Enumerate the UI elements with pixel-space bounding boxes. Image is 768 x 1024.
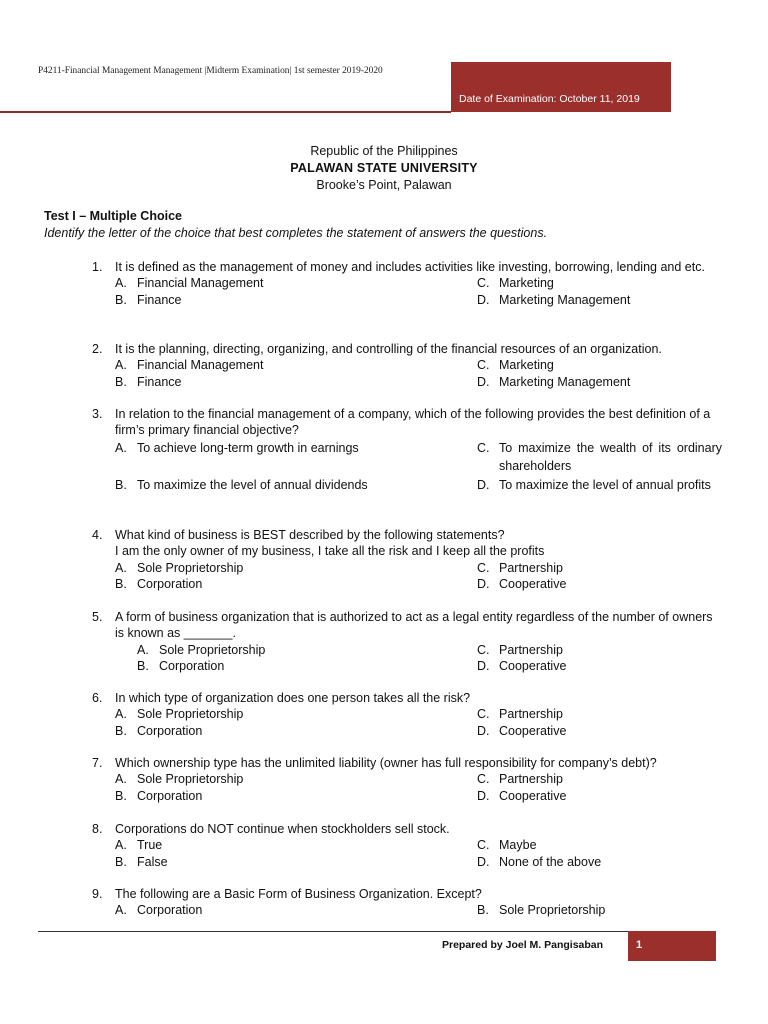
- options: [115, 902, 722, 918]
- option-letter: B.: [477, 903, 489, 918]
- options: [115, 357, 722, 390]
- option-text: Cooperative: [499, 788, 567, 803]
- prepared-by: Prepared by Joel M. Pangisaban: [442, 939, 604, 951]
- page-number: 1: [636, 939, 643, 951]
- course-header: P4211-Financial Management Management |Midterm Examination| 1st semester 2019-2020: [38, 66, 383, 76]
- option-letter: A.: [115, 560, 127, 575]
- option-letter: A.: [115, 358, 127, 373]
- option-letter: B.: [115, 477, 127, 492]
- option: [477, 476, 722, 495]
- question-9: [92, 886, 722, 919]
- question-4: [92, 527, 722, 592]
- question-text: In relation to the financial management of a company, which of the following provides the best definition of a firm’s primary financial objective?: [115, 407, 711, 438]
- option-letter: D.: [477, 788, 490, 803]
- test-instructions: Identify the letter of the choice that best completes the statement of answers the questions.: [44, 226, 548, 240]
- option-letter: B.: [115, 576, 127, 591]
- option-letter: C.: [477, 772, 490, 787]
- option-text: Corporation: [159, 658, 225, 673]
- options: [115, 275, 722, 308]
- option: [115, 576, 477, 592]
- option: [137, 658, 477, 674]
- option: [477, 292, 722, 308]
- option-letter: A.: [115, 440, 127, 455]
- option-letter: C.: [477, 560, 490, 575]
- option-letter: A.: [115, 276, 127, 291]
- question-number: 4.: [92, 528, 103, 542]
- option-text: Cooperative: [499, 723, 567, 738]
- question-2: [92, 341, 722, 390]
- option: [477, 275, 722, 291]
- question-7: [92, 755, 722, 804]
- header-rule: [0, 111, 451, 113]
- option-text: Corporation: [137, 723, 203, 738]
- option-letter: B.: [115, 788, 127, 803]
- question-number: 6.: [92, 691, 103, 705]
- options: [115, 560, 722, 593]
- option-letter: C.: [477, 276, 490, 291]
- option-text: Corporation: [137, 576, 203, 591]
- option: [115, 357, 477, 373]
- question-text: What kind of business is BEST described by the following statements?: [115, 528, 505, 542]
- option-text: Sole Proprietorship: [499, 903, 606, 918]
- option-text: Finance: [137, 374, 182, 389]
- option: [477, 837, 722, 853]
- option-letter: D.: [477, 576, 490, 591]
- options: [137, 642, 722, 675]
- question-number: 1.: [92, 260, 103, 274]
- option: [115, 706, 477, 722]
- option-letter: D.: [477, 477, 490, 492]
- option: [477, 788, 722, 804]
- question-text: It is defined as the management of money and includes activities like investing, borrowing, lending and etc.: [115, 260, 705, 274]
- option-text: Cooperative: [499, 576, 567, 591]
- question-5: [92, 609, 722, 674]
- exam-date: Date of Examination: October 11, 2019: [459, 93, 640, 105]
- option: [477, 723, 722, 739]
- option-text: Finance: [137, 292, 182, 307]
- option: [115, 723, 477, 739]
- option: [115, 560, 477, 576]
- options: [115, 706, 722, 739]
- option-letter: D.: [477, 374, 490, 389]
- option: [477, 771, 722, 787]
- option-letter: D.: [477, 658, 490, 673]
- option-letter: A.: [137, 642, 149, 657]
- option: [477, 374, 722, 390]
- option: [115, 292, 477, 308]
- option-text: Partnership: [499, 642, 563, 657]
- test-title: Test I – Multiple Choice: [44, 209, 182, 223]
- option-letter: C.: [477, 707, 490, 722]
- option: [477, 576, 722, 592]
- option-text: Marketing: [499, 276, 554, 291]
- option-text: Cooperative: [499, 658, 567, 673]
- option-text: Corporation: [137, 788, 203, 803]
- option-text: Marketing: [499, 358, 554, 373]
- option-text: Sole Proprietorship: [159, 642, 266, 657]
- option-letter: B.: [115, 854, 127, 869]
- option-text: False: [137, 854, 168, 869]
- option-text: Financial Management: [137, 358, 264, 373]
- question-8: [92, 821, 722, 870]
- option-text: Maybe: [499, 838, 537, 853]
- option-letter: B.: [137, 658, 149, 673]
- question-text: Which ownership type has the unlimited liability (owner has full responsibility for company’s debt)?: [115, 756, 657, 770]
- option-text: Financial Management: [137, 276, 264, 291]
- option-letter: D.: [477, 292, 490, 307]
- option: [115, 439, 477, 476]
- option: [115, 771, 477, 787]
- option: [115, 854, 477, 870]
- footer-rule: [38, 931, 628, 932]
- date-banner: [451, 62, 671, 112]
- university-location: Brooke’s Point, Palawan: [316, 178, 452, 192]
- option: [477, 658, 722, 674]
- options: [115, 771, 722, 804]
- option-text: Partnership: [499, 560, 563, 575]
- question-text: In which type of organization does one person takes all the risk?: [115, 691, 471, 705]
- option-letter: B.: [115, 723, 127, 738]
- question-number: 5.: [92, 610, 103, 624]
- option-text: Sole Proprietorship: [137, 707, 244, 722]
- option-text: Partnership: [499, 707, 563, 722]
- question-6: [92, 690, 722, 739]
- option-text: Corporation: [137, 903, 203, 918]
- option-text: To maximize the wealth of its ordinary shareholders: [499, 440, 722, 474]
- option-letter: C.: [477, 838, 490, 853]
- option: [477, 902, 722, 918]
- question-number: 7.: [92, 756, 103, 770]
- option-letter: A.: [115, 838, 127, 853]
- option-text: None of the above: [499, 854, 602, 869]
- option-text: To maximize the level of annual dividends: [137, 477, 368, 492]
- option: [115, 476, 477, 495]
- option-text: Marketing Management: [499, 292, 631, 307]
- option: [477, 560, 722, 576]
- option: [477, 357, 722, 373]
- option: [477, 706, 722, 722]
- option-letter: D.: [477, 854, 490, 869]
- option: [115, 374, 477, 390]
- option-letter: A.: [115, 903, 127, 918]
- option-text: Sole Proprietorship: [137, 772, 244, 787]
- question-text: Corporations do NOT continue when stockholders sell stock.: [115, 822, 450, 836]
- option-letter: C.: [477, 642, 490, 657]
- option: [477, 439, 722, 476]
- option: [477, 854, 722, 870]
- option-text: Sole Proprietorship: [137, 560, 244, 575]
- option-letter: A.: [115, 707, 127, 722]
- option-letter: C.: [477, 440, 490, 455]
- question-text: A form of business organization that is authorized to act as a legal entity regardless of the number of owners is known as _______.: [115, 610, 713, 641]
- question-number: 3.: [92, 407, 103, 421]
- option-text: Marketing Management: [499, 374, 631, 389]
- option-letter: C.: [477, 358, 490, 373]
- option-text: Partnership: [499, 772, 563, 787]
- question-number: 9.: [92, 887, 103, 901]
- option-text: True: [137, 838, 163, 853]
- options: [115, 439, 722, 495]
- question-text: It is the planning, directing, organizing, and controlling of the financial resources of an organization.: [115, 342, 662, 356]
- option-letter: B.: [115, 374, 127, 389]
- option: [115, 275, 477, 291]
- question-statement: I am the only owner of my business, I take all the risk and I keep all the profits: [115, 544, 545, 559]
- university-name: PALAWAN STATE UNIVERSITY: [290, 161, 478, 175]
- options: [115, 837, 722, 870]
- option-letter: B.: [115, 292, 127, 307]
- option: [137, 642, 477, 658]
- question-3: [92, 406, 722, 494]
- question-number: 8.: [92, 822, 103, 836]
- page-number-box: [628, 931, 716, 961]
- option-text: To achieve long-term growth in earnings: [137, 440, 359, 455]
- option-letter: A.: [115, 772, 127, 787]
- question-1: [92, 259, 722, 308]
- option-letter: D.: [477, 723, 490, 738]
- option: [477, 642, 722, 658]
- option-text: To maximize the level of annual profits: [499, 477, 711, 492]
- question-text: The following are a Basic Form of Business Organization. Except?: [115, 887, 482, 901]
- question-number: 2.: [92, 342, 103, 356]
- republic-line: Republic of the Philippines: [310, 144, 458, 158]
- option: [115, 788, 477, 804]
- option: [115, 837, 477, 853]
- option: [115, 902, 477, 918]
